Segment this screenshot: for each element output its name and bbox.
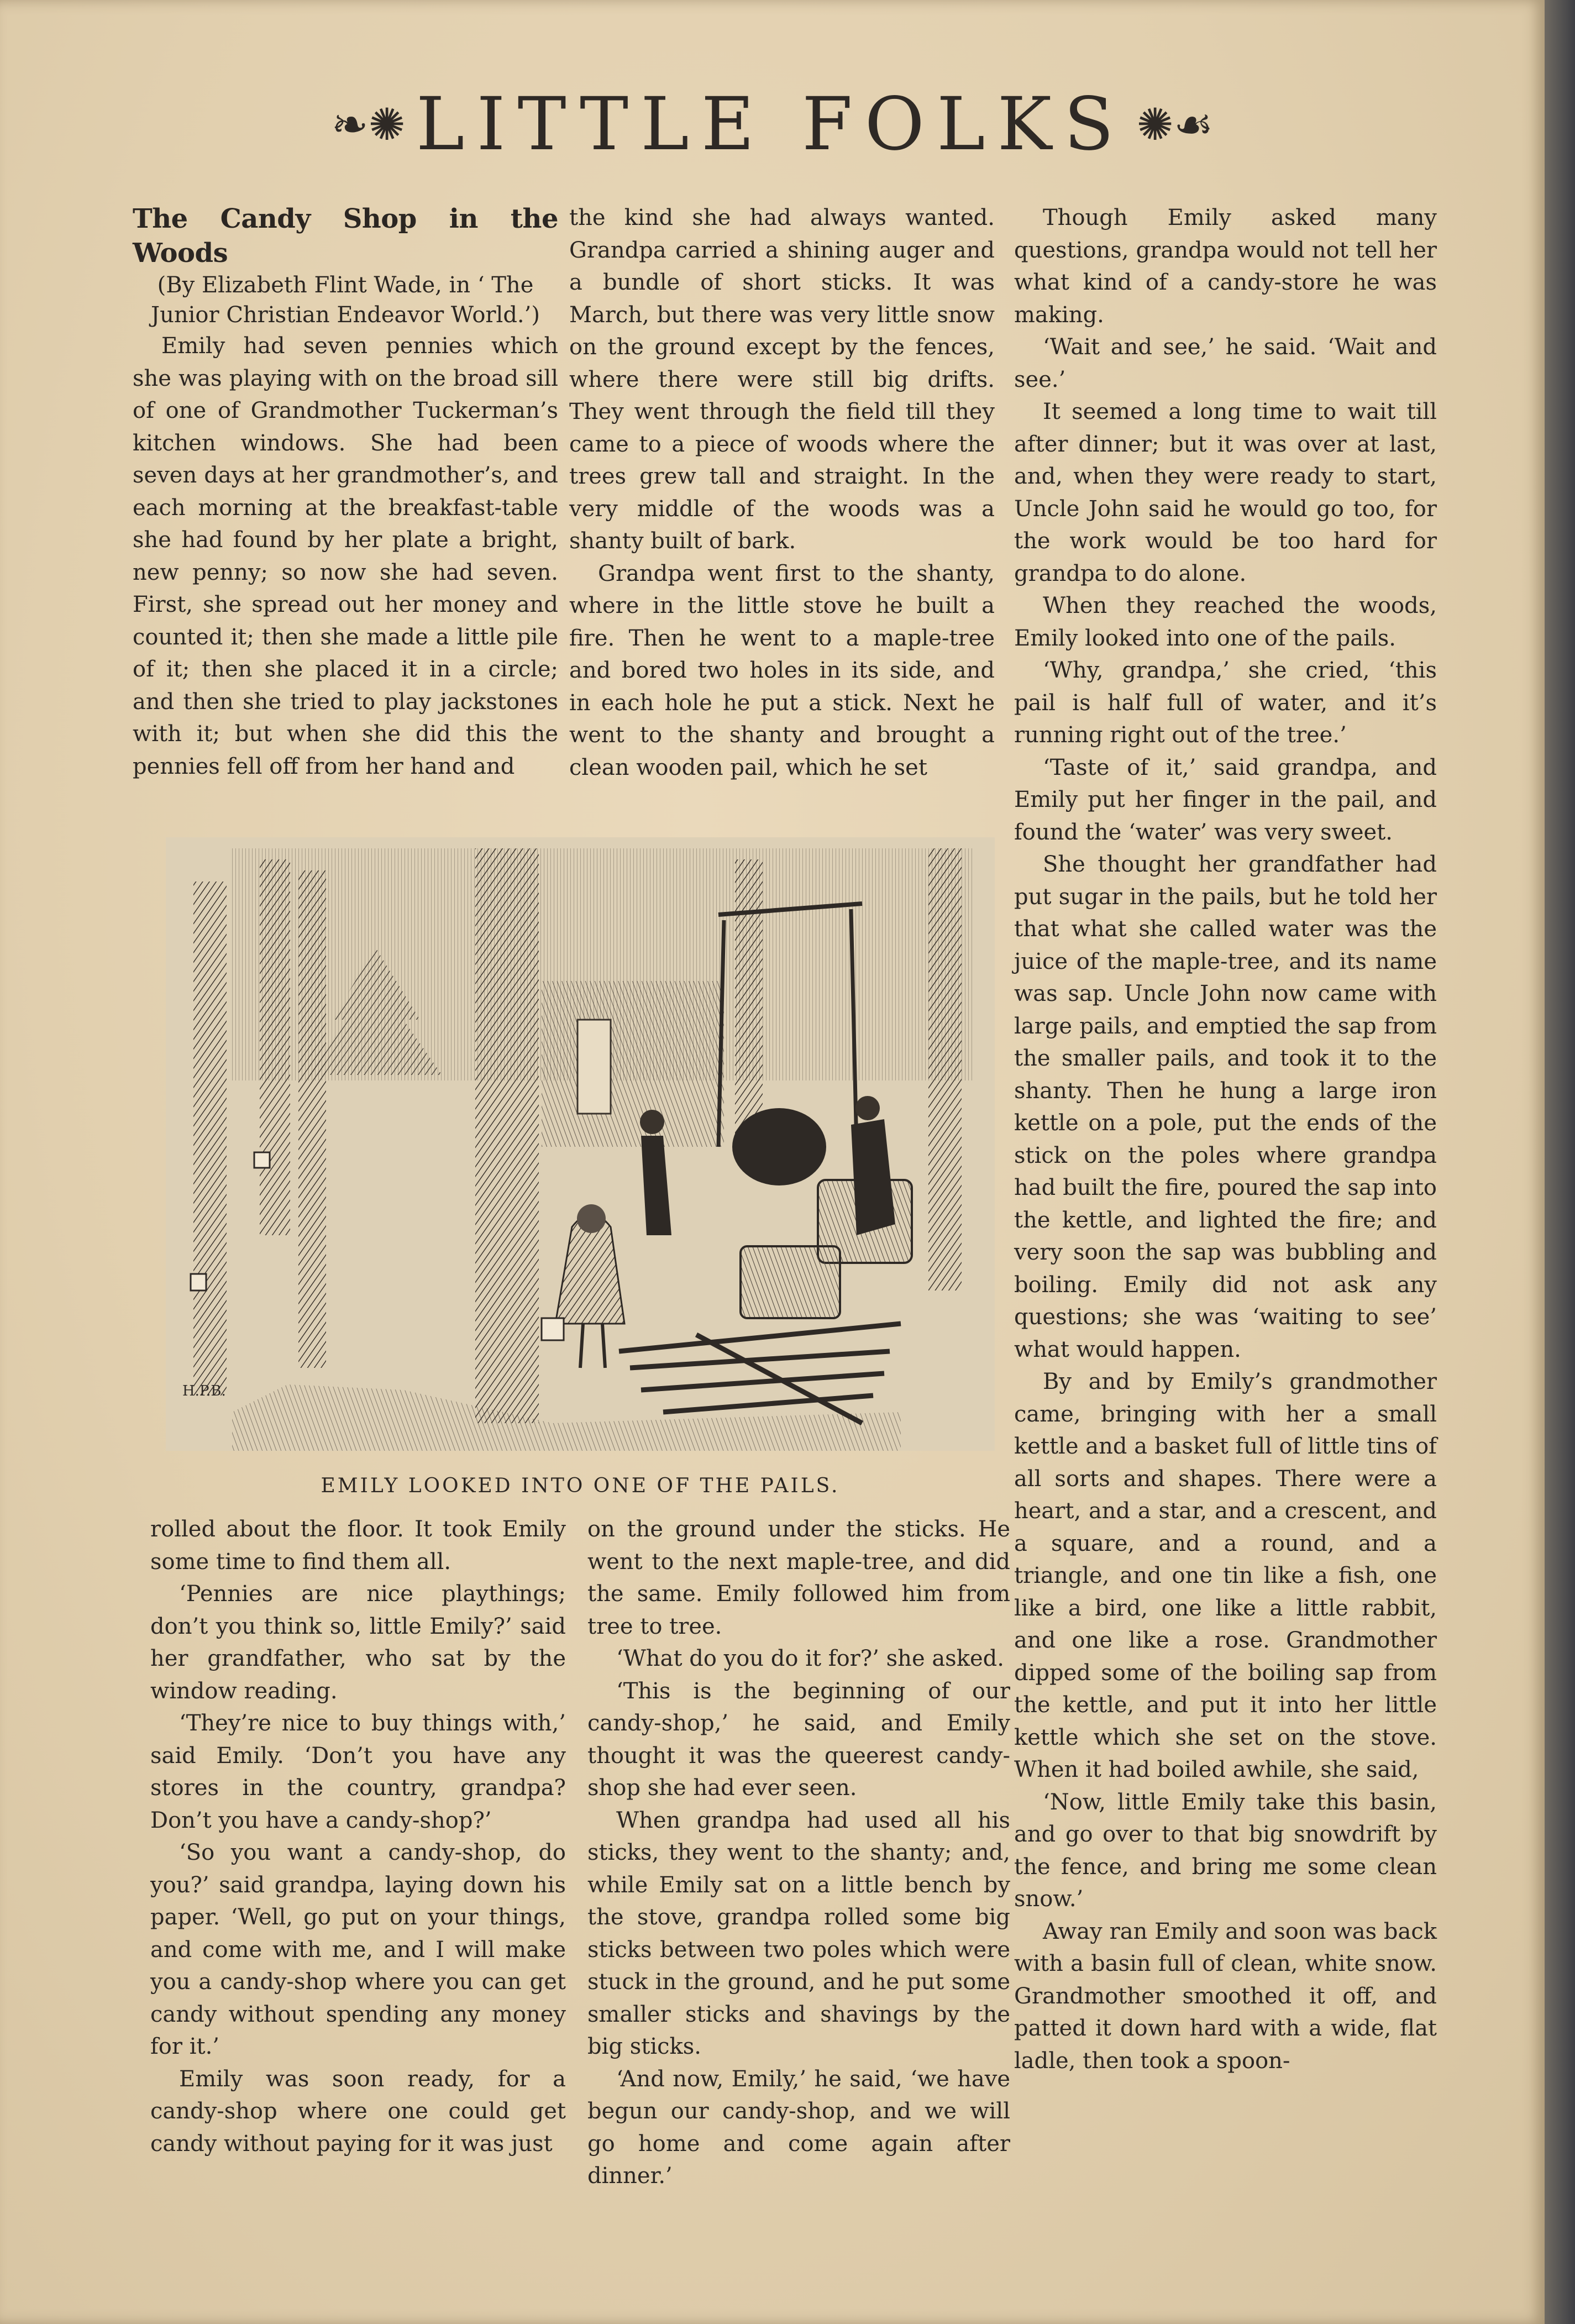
paragraph: It seemed a long time to wait till after dinner; but it was over at last, and, when they were ready to start, Uncle John said he would go too, for the work would be too hard for grandpa to do alone. — [1014, 399, 1437, 586]
paragraph: ‘Why, grandpa,’ she cried, ‘this pail is half full of water, and it’s running right out of the tree.’ — [1014, 658, 1437, 748]
sap-pail — [542, 1318, 564, 1340]
paragraph: ‘Taste of it,’ said grandpa, and Emily put her finger in the pail, and found the ‘water’ was very sweet. — [1014, 754, 1437, 845]
iron-kettle — [732, 1108, 826, 1185]
column-2-bottom — [587, 1513, 1010, 2192]
paragraph: Away ran Emily and soon was back with a basin full of clean, white snow. Grandmother smoothed it off, and patted it down hard with a wide, flat ladle, then took a spoon- — [1014, 1918, 1437, 2074]
tree-trunk — [193, 882, 227, 1396]
tree-trunk — [928, 848, 962, 1290]
page-title: LITTLE FOLKS — [416, 82, 1126, 167]
illustration-caption: EMILY LOOKED INTO ONE OF THE PAILS. — [321, 1475, 840, 1497]
story-headline: The Candy Shop in the Woods — [133, 203, 558, 269]
paragraph: Emily had seven pennies which she was playing with on the broad sill of one of Grandmother Tuckerman’s kitchen windows. She had been seven days at her grandmother’s, and each morning at the breakfast-table she had found by her plate a bright, new penny; so now she had seven. First, she spread out her money and counted it; then she made a little pile of it; then she placed it in a circle; and then she tried to play jackstones with it; but when she did this the pennies fell off from her hand and — [133, 333, 558, 779]
paragraph: ‘This is the beginning of our candy-shop,’ he said, and Emily thought it was the queerest candy-shop she had ever seen. — [587, 1678, 1010, 1801]
column-1-bottom — [150, 1513, 566, 2160]
paragraph: ‘And now, Emily,’ he said, ‘we have begun our candy-shop, and we will go home and come again after dinner.’ — [587, 2066, 1010, 2189]
paragraph: ‘Now, little Emily take this basin, and go over to that big snowdrift by the fence, and bring me some clean snow.’ — [1014, 1789, 1437, 1912]
column-2-top — [569, 202, 995, 784]
paragraph: rolled about the floor. It took Emily some time to find them all. — [150, 1517, 566, 1575]
paragraph: Grandpa went first to the shanty, where in the little stove he built a fire. Then he went to a maple-tree and bored two holes in its side, and in each hole he put a stick. Next he went to the shanty and brought a clean wooden pail, which he set — [569, 560, 995, 780]
paragraph: ‘So you want a candy-shop, do you?’ said grandpa, laying down his paper. ‘Well, go put on your things, and come with me, and I will make you a candy-shop where you can get candy without spending any money for it.’ — [150, 1840, 566, 2059]
paragraph: the kind she had always wanted. Grandpa carried a shining auger and a bundle of short sticks. It was March, but there was very little snow on the ground except by the fences, where there were still big drifts. They went through the field till they came to a piece of woods where the trees grew tall and straight. In the very middle of the woods was a shanty built of bark. — [569, 205, 995, 554]
paragraph: ‘Pennies are nice playthings; don’t you think so, little Emily?’ said her grandfather, who sat by the window reading. — [150, 1581, 566, 1704]
paragraph: ‘They’re nice to buy things with,’ said Emily. ‘Don’t you have any stores in the country, grandpa? Don’t you have a candy-shop?’ — [150, 1711, 566, 1833]
shanty-shape — [542, 981, 724, 1147]
left-ornament-icon: ❧✺ — [331, 98, 406, 150]
tree-trunk — [260, 859, 290, 1235]
story-byline: (By Elizabeth Flint Wade, in ‘ The Junior Christian Endeavor World.’) — [151, 272, 540, 328]
wooden-barrel — [741, 1246, 840, 1318]
tree-trunk — [735, 859, 763, 1147]
paragraph: When grandpa had used all his sticks, they went to the shanty; and, while Emily sat on a little bench by the stove, grandpa rolled some big sticks between two poles which were stuck in the ground, and he put some smaller sticks and shavings by the big sticks. — [587, 1807, 1010, 2059]
paragraph: By and by Emily’s grandmother came, bringing with her a small kettle and a basket full of little tins of all sorts and shapes. There were a heart, and a star, and a crescent, and a square, and a round, and a triangle, and one tin like a fish, one like a bird, one like a little rabbit, and one like a rose. Grandmother dipped some of the boiling sap from the kettle, and put it into her little kettle which she set on the stove. When it had boiled awhile, she said, — [1014, 1369, 1437, 1782]
paragraph: She thought her grandfather had put sugar in the pails, but he told her that what she called water was the juice of the maple-tree, and its name was sap. Uncle John now came with large pails, and emptied the sap from the smaller pails, and took it to the shanty. Then he hung a large iron kettle on a pole, put the ends of the stick on the poles where grandpa had built the fire, poured the sap into the kettle, and lighted the fire; and very soon the sap was bubbling and boiling. Emily did not ask any questions; she was ‘waiting to see’ what would happen. — [1014, 852, 1437, 1362]
paragraph: ‘Wait and see,’ he said. ‘Wait and see.’ — [1014, 334, 1437, 392]
paragraph: Emily was soon ready, for a candy-shop where one could get candy without paying for it was just — [150, 2066, 566, 2157]
column-3 — [1014, 202, 1437, 2077]
paragraph: on the ground under the sticks. He went to the next maple-tree, and did the same. Emily followed him from tree to tree. — [587, 1517, 1010, 1639]
tree-trunk — [298, 870, 326, 1368]
column-1-top — [133, 202, 558, 783]
tree-trunk — [475, 848, 539, 1423]
binding-edge — [1545, 0, 1575, 2324]
illustration-signature: H.P.B. — [182, 1383, 226, 1399]
right-ornament-icon: ✺☙ — [1136, 98, 1214, 150]
paragraph: When they reached the woods, Emily looked into one of the pails. — [1014, 593, 1437, 651]
woods-illustration — [166, 837, 995, 1451]
paragraph: ‘What do you do it for?’ she asked. — [616, 1646, 1004, 1671]
masthead — [0, 83, 1545, 166]
paragraph: Though Emily asked many questions, grandpa would not tell her what kind of a candy-store he was making. — [1014, 205, 1437, 328]
